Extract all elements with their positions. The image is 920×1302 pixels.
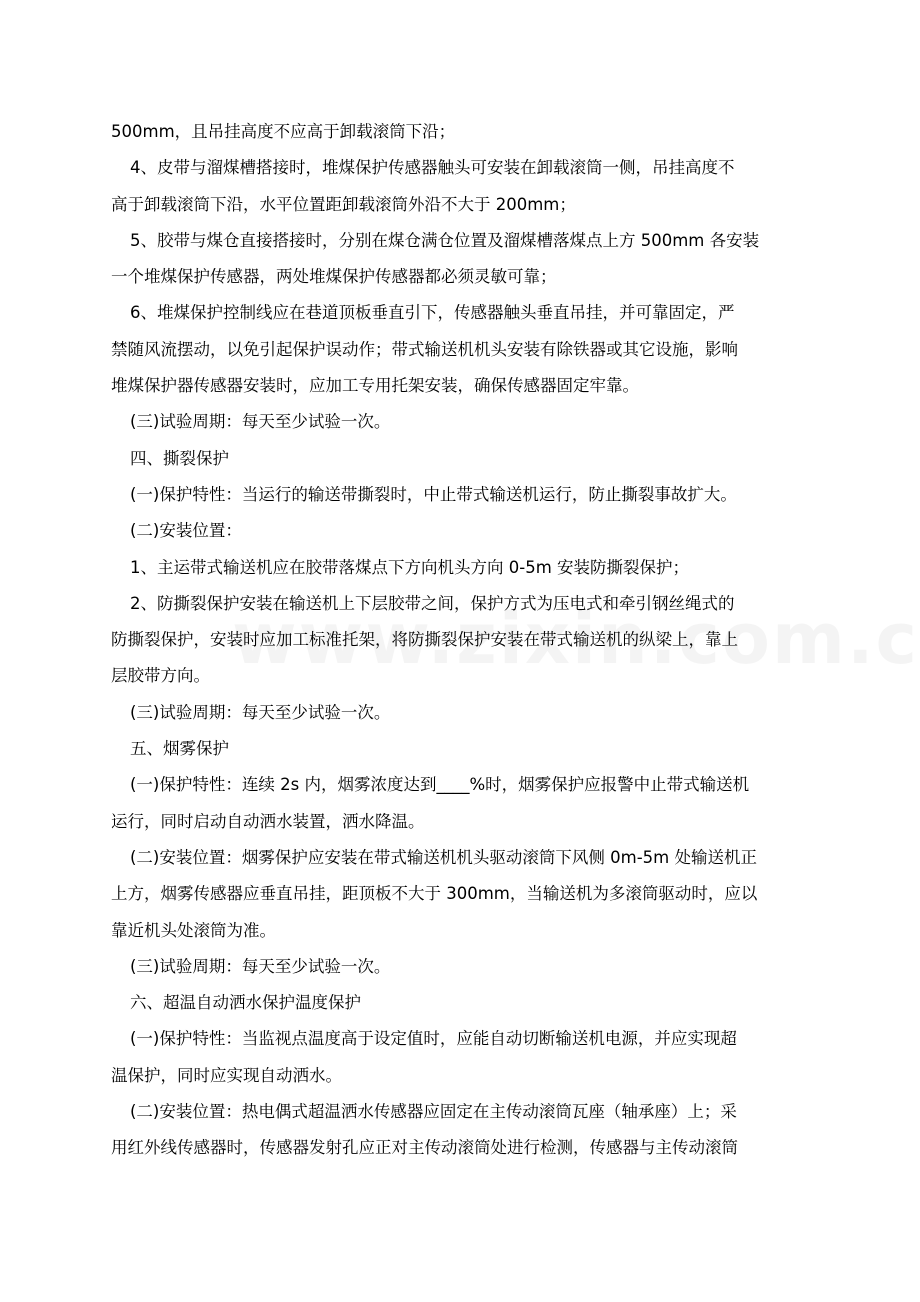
text-line: 运行，同时启动自动洒水装置，洒水降温。 [111,811,425,831]
text-line: 1、主运带式输送机应在胶带落煤点下方向机头方向 0-5m 安装防撕裂保护； [130,557,690,577]
text-line: (二)安装位置：烟雾保护应安装在带式输送机机头驱动滚筒下风侧 0m-5m 处输送机正 [130,847,757,867]
text-line: (二)安装位置：热电偶式超温洒水传感器应固定在主传动滚筒瓦座（轴承座）上；采 [130,1102,737,1122]
text-line: 一个堆煤保护传感器，两处堆煤保护传感器都必须灵敏可靠； [111,267,557,287]
text-line: 六、超温自动洒水保护温度保护 [130,993,361,1013]
text-line: 防撕裂保护，安装时应加工标准托架，将防撕裂保护安装在带式输送机的纵梁上，靠上 [111,630,738,650]
text-line: 上方，烟雾传感器应垂直吊挂，距顶板不大于 300mm，当输送机为多滚筒驱动时，应以 [111,884,758,904]
text-line: (一)保护特性：连续 2s 内，烟雾浓度达到____%时，烟雾保护应报警中止带式输送机 [130,775,750,795]
text-line: 5、胶带与煤仓直接搭接时，分别在煤仓满仓位置及溜煤槽落煤点上方 500mm 各安装 [130,230,760,250]
text-line: (三)试验周期：每天至少试验一次。 [130,956,391,976]
text-line: 高于卸载滚筒下沿，水平位置距卸载滚筒外沿不大于 200mm； [111,194,576,214]
text-line: 用红外线传感器时，传感器发射孔应正对主传动滚筒处进行检测，传感器与主传动滚筒 [111,1138,738,1158]
text-line: 五、烟雾保护 [130,739,229,759]
text-line: (三)试验周期：每天至少试验一次。 [130,702,391,722]
text-line: 2、防撕裂保护安装在输送机上下层胶带之间，保护方式为压电式和牵引钢丝绳式的 [130,593,735,613]
text-line: 靠近机头处滚筒为准。 [111,920,276,940]
text-line: (一)保护特性：当运行的输送带撕裂时，中止带式输送机运行，防止撕裂事故扩大。 [130,484,737,504]
text-line: (一)保护特性：当监视点温度高于设定值时，应能自动切断输送机电源，并应实现超 [130,1029,737,1049]
text-line: 四、撕裂保护 [130,448,229,468]
text-line: 4、皮带与溜煤槽搭接时，堆煤保护传感器触头可安装在卸载滚筒一侧，吊挂高度不 [130,158,735,178]
text-line: 温保护，同时应实现自动洒水。 [111,1065,342,1085]
text-line: 堆煤保护器传感器安装时，应加工专用托架安装，确保传感器固定牢靠。 [111,376,639,396]
text-line: 500mm，且吊挂高度不应高于卸载滚筒下沿； [111,122,456,141]
text-line: 层胶带方向。 [111,666,210,686]
text-line: 禁随风流摆动，以免引起保护误动作；带式输送机机头安装有除铁器或其它设施，影响 [111,339,738,359]
text-line: 6、堆煤保护控制线应在巷道顶板垂直引下，传感器触头垂直吊挂，并可靠固定，严 [130,303,735,323]
text-line: (二)安装位置： [130,521,242,541]
text-line: (三)试验周期：每天至少试验一次。 [130,412,391,432]
document-body [111,114,811,1167]
